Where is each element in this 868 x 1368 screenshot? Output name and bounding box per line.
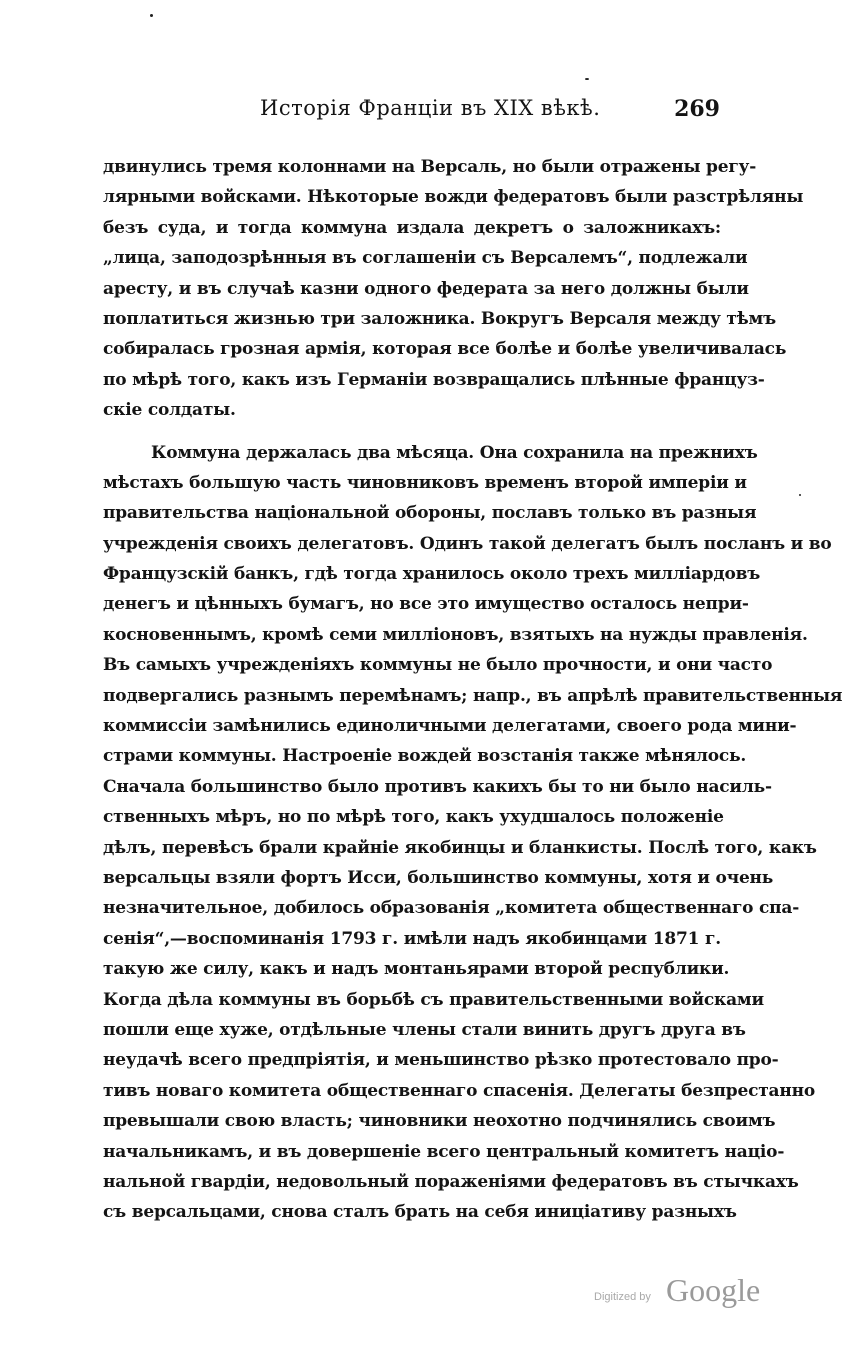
text-line: безъ суда, и тогда коммуна издала декретъ о заложникахъ: <box>103 217 721 238</box>
page-header <box>100 96 720 128</box>
text-line: мѣстахъ большую часть чиновниковъ временъ второй имперіи и <box>103 472 747 493</box>
google-logo: Google <box>666 1272 761 1308</box>
text-line: коммиссіи замѣнились единоличными делегатами, своего рода мини- <box>103 716 797 737</box>
text-line: Французскій банкъ, гдѣ тогда хранилось около трехъ милліардовъ <box>103 564 761 585</box>
text-line: версальцы взяли фортъ Исси, большинство коммуны, хотя и очень <box>103 867 774 888</box>
watermark-small-text: Digitized by <box>594 1291 651 1303</box>
scan-speck <box>150 14 153 17</box>
text-line: превышали свою власть; чиновники неохотно подчинялись своимъ <box>103 1111 776 1132</box>
text-line: двинулись тремя колоннами на Версаль, но были отражены регу- <box>103 157 757 177</box>
text-line: начальникамъ, и въ довершеніе всего центральный комитетъ націо- <box>103 1141 785 1162</box>
text-line: правительства національной обороны, пославъ только въ разныя <box>103 503 757 524</box>
text-line: съ версальцами, снова сталъ брать на себя иниціативу разныхъ <box>103 1202 737 1223</box>
text-line: ственныхъ мѣръ, но по мѣрѣ того, какъ ухудшалось положеніе <box>103 807 724 828</box>
text-line: нальной гвардіи, недовольный пораженіями федератовъ въ стычкахъ <box>103 1171 799 1192</box>
text-line: дѣлъ, перевѣсъ брали крайніе якобинцы и бланкисты. Послѣ того, какъ <box>103 837 817 858</box>
text-line: сенія“,—воспоминанія 1793 г. имѣли надъ якобинцами 1871 г. <box>103 928 721 949</box>
text-line: пошли еще хуже, отдѣльные члены стали винить другъ друга въ <box>103 1019 746 1040</box>
scan-speck <box>585 78 589 80</box>
text-line: собиралась грозная армія, которая все болѣе и болѣе увеличивалась <box>103 339 787 360</box>
text-line: страми коммуны. Настроеніе вождей возстанія также мѣнялось. <box>103 746 747 767</box>
text-line: Сначала большинство было противъ какихъ бы то ни было насиль- <box>103 776 772 797</box>
text-line: тивъ новаго комитета общественнаго спасенія. Делегаты безпрестанно <box>103 1080 815 1101</box>
running-title: Исторія Франціи въ XIX вѣкѣ. <box>260 96 601 120</box>
text-line: Въ самыхъ учрежденіяхъ коммуны не было прочности, и они часто <box>103 655 773 676</box>
text-line: такую же силу, какъ и надъ монтаньярами второй республики. <box>103 959 730 980</box>
text-line: учрежденія своихъ делегатовъ. Одинъ такой делегатъ былъ посланъ и во <box>103 533 832 554</box>
text-line: неудачѣ всего предпріятія, и меньшинство рѣзко протестовало про- <box>103 1050 779 1071</box>
text-line: лярными войсками. Нѣкоторые вожди федератовъ были разстрѣляны <box>103 187 804 208</box>
text-line: подвергались разнымъ перемѣнамъ; напр., въ апрѣлѣ правительственныя <box>103 685 843 706</box>
text-line: поплатиться жизнью три заложника. Вокругъ Версаля между тѣмъ <box>103 308 776 329</box>
page-number: 269 <box>674 96 720 122</box>
text-line: денегъ и цѣнныхъ бумагъ, но все это имущество осталось непри- <box>103 594 749 615</box>
text-line: „лица, заподозрѣнныя въ соглашеніи съ Версалемъ“, подлежали <box>103 248 748 269</box>
text-line: Коммуна держалась два мѣсяца. Она сохранила на прежнихъ <box>151 442 758 463</box>
digitized-by-google-watermark <box>594 1272 794 1316</box>
scan-speck <box>799 494 801 496</box>
text-line: незначительное, добилось образованія „комитета общественнаго спа- <box>103 898 800 919</box>
paragraph <box>103 438 843 1228</box>
text-line: аресту, и въ случаѣ казни одного федерата за него должны были <box>103 278 749 299</box>
text-line: Когда дѣла коммуны въ борьбѣ съ правительственными войсками <box>103 989 764 1010</box>
paragraph <box>103 152 804 426</box>
body-text <box>103 152 843 1228</box>
text-line: по мѣрѣ того, какъ изъ Германіи возвращались плѣнные француз- <box>103 369 765 390</box>
text-line: косновеннымъ, кромѣ семи милліоновъ, взятыхъ на нужды правленія. <box>103 624 808 645</box>
text-line: скіе солдаты. <box>103 400 236 421</box>
